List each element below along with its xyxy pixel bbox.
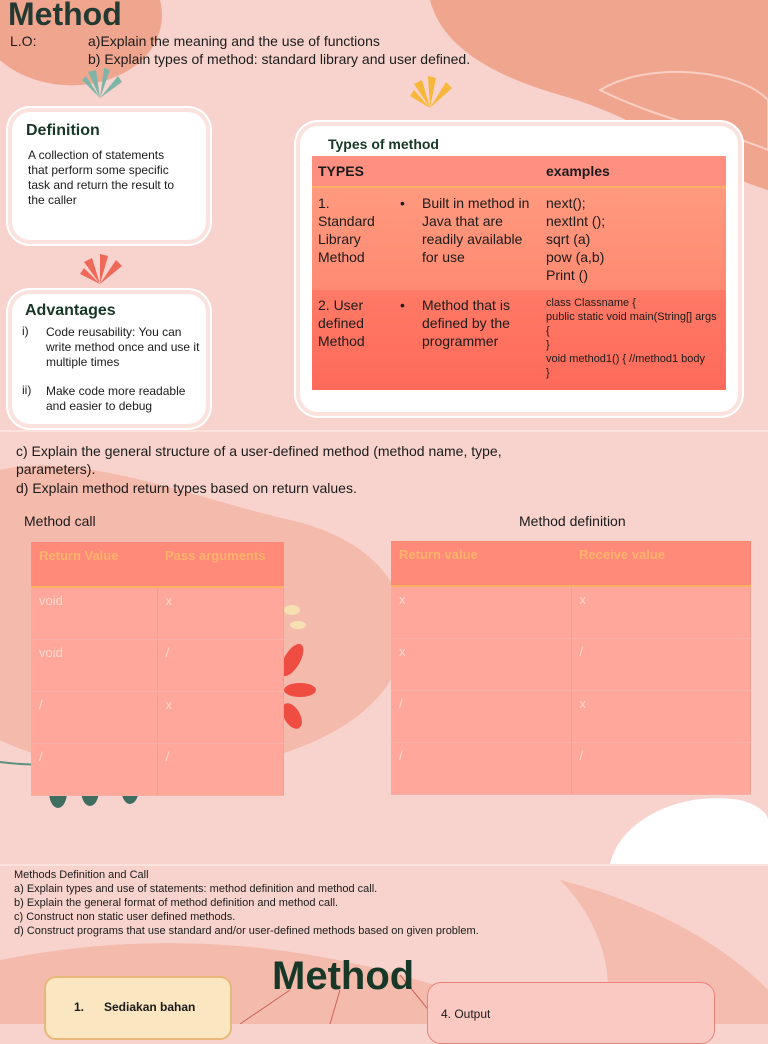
example-line: sqrt (a)	[546, 231, 591, 247]
step-box-1-num: 1.	[74, 1000, 85, 1014]
method-call-label: Method call	[24, 513, 96, 529]
bullet: •	[400, 297, 405, 313]
advantage-num-1: i)	[22, 324, 29, 338]
lo-item-b: b) Explain types of method: standard library and user defined.	[88, 51, 471, 67]
table-cell: void	[31, 640, 157, 692]
table-header: Pass arguments	[157, 542, 284, 587]
definition-card	[12, 112, 206, 240]
type-name: 1. Standard Library Method	[318, 195, 375, 265]
method-definition-table	[391, 541, 751, 795]
advantages-heading: Advantages	[25, 302, 116, 319]
table-cell: /	[391, 743, 571, 795]
bottom-objectives	[14, 868, 484, 938]
section2-d: d) Explain method return types based on return values.	[16, 480, 357, 496]
table-header: Return value	[391, 541, 571, 586]
example-line: pow (a,b)	[546, 249, 605, 265]
type-name: 2. User defined Method	[318, 297, 365, 349]
table-row	[391, 691, 751, 743]
table-cell: /	[31, 692, 157, 744]
advantage-num-2: ii)	[22, 383, 32, 397]
table-cell: x	[157, 587, 284, 640]
table-row	[31, 587, 284, 640]
table-cell: void	[31, 587, 157, 640]
example-line: public static void main(String[] args {	[546, 311, 717, 337]
advantages-card	[12, 294, 206, 424]
table-row	[391, 639, 751, 691]
table-cell: x	[157, 692, 284, 744]
types-table	[312, 156, 726, 390]
step-box-1-text: Sediakan bahan	[104, 1000, 196, 1014]
table-header: Receive value	[571, 541, 751, 586]
step-box-1	[44, 976, 232, 1040]
types-col-types: TYPES	[318, 163, 364, 179]
objective-line: Methods Definition and Call	[14, 869, 149, 881]
table-cell: x	[571, 586, 751, 639]
bottom-title: Method	[272, 954, 415, 998]
definition-text: A collection of statements that perform some specific task and return the result to the caller	[28, 148, 175, 207]
example-line: }	[546, 339, 550, 351]
type-examples	[540, 187, 726, 290]
bullet: •	[400, 195, 405, 211]
table-cell: /	[391, 691, 571, 743]
example-line: next();	[546, 195, 586, 211]
lo-label: L.O:	[10, 33, 37, 49]
table-row	[391, 743, 751, 795]
table-header: Return Value	[31, 542, 157, 587]
definition-heading: Definition	[26, 122, 100, 139]
table-row	[31, 640, 284, 692]
table-cell: /	[157, 640, 284, 692]
objective-line: a) Explain types and use of statements: method definition and method call.	[14, 883, 378, 895]
page-title: Method	[8, 0, 122, 32]
example-line: void method1() { //method1 body	[546, 353, 705, 365]
table-cell: x	[391, 586, 571, 639]
lo-item-a: a)Explain the meaning and the use of functions	[88, 33, 380, 49]
table-cell: /	[571, 743, 751, 795]
table-cell: x	[571, 691, 751, 743]
example-line: }	[546, 367, 550, 379]
objective-line: c) Construct non static user defined methods.	[14, 911, 236, 923]
table-row	[31, 692, 284, 744]
example-line: Print ()	[546, 267, 588, 283]
section2-c: c) Explain the general structure of a user-defined method (method name, type, parameters).	[16, 443, 502, 477]
method-definition-label: Method definition	[519, 513, 626, 529]
advantage-text-1: Code reusability: You can write method once and use it multiple times	[46, 325, 200, 369]
table-row	[391, 586, 751, 639]
type-desc: Built in method in Java that are readily available for use	[422, 195, 530, 265]
table-cell: /	[157, 744, 284, 796]
method-call-table	[31, 542, 284, 796]
types-row-user	[312, 290, 726, 390]
objective-line: b) Explain the general format of method definition and method call.	[14, 897, 339, 909]
step-box-4-text: 4. Output	[441, 1007, 491, 1021]
objective-line: d) Construct programs that use standard and/or user-defined methods based on given problem.	[14, 925, 479, 937]
table-row	[31, 744, 284, 796]
advantage-text-2: Make code more readable and easier to debug	[46, 384, 186, 413]
type-examples	[540, 290, 726, 390]
example-line: class Classname {	[546, 297, 636, 309]
table-cell: x	[391, 639, 571, 691]
step-box-4	[427, 982, 715, 1044]
types-card	[300, 126, 738, 412]
table-cell: /	[31, 744, 157, 796]
type-desc: Method that is defined by the programmer	[422, 297, 510, 349]
types-heading: Types of method	[328, 136, 439, 152]
types-row-standard	[312, 187, 726, 290]
table-cell: /	[571, 639, 751, 691]
example-line: nextInt ();	[546, 213, 606, 229]
types-col-examples: examples	[546, 163, 610, 179]
